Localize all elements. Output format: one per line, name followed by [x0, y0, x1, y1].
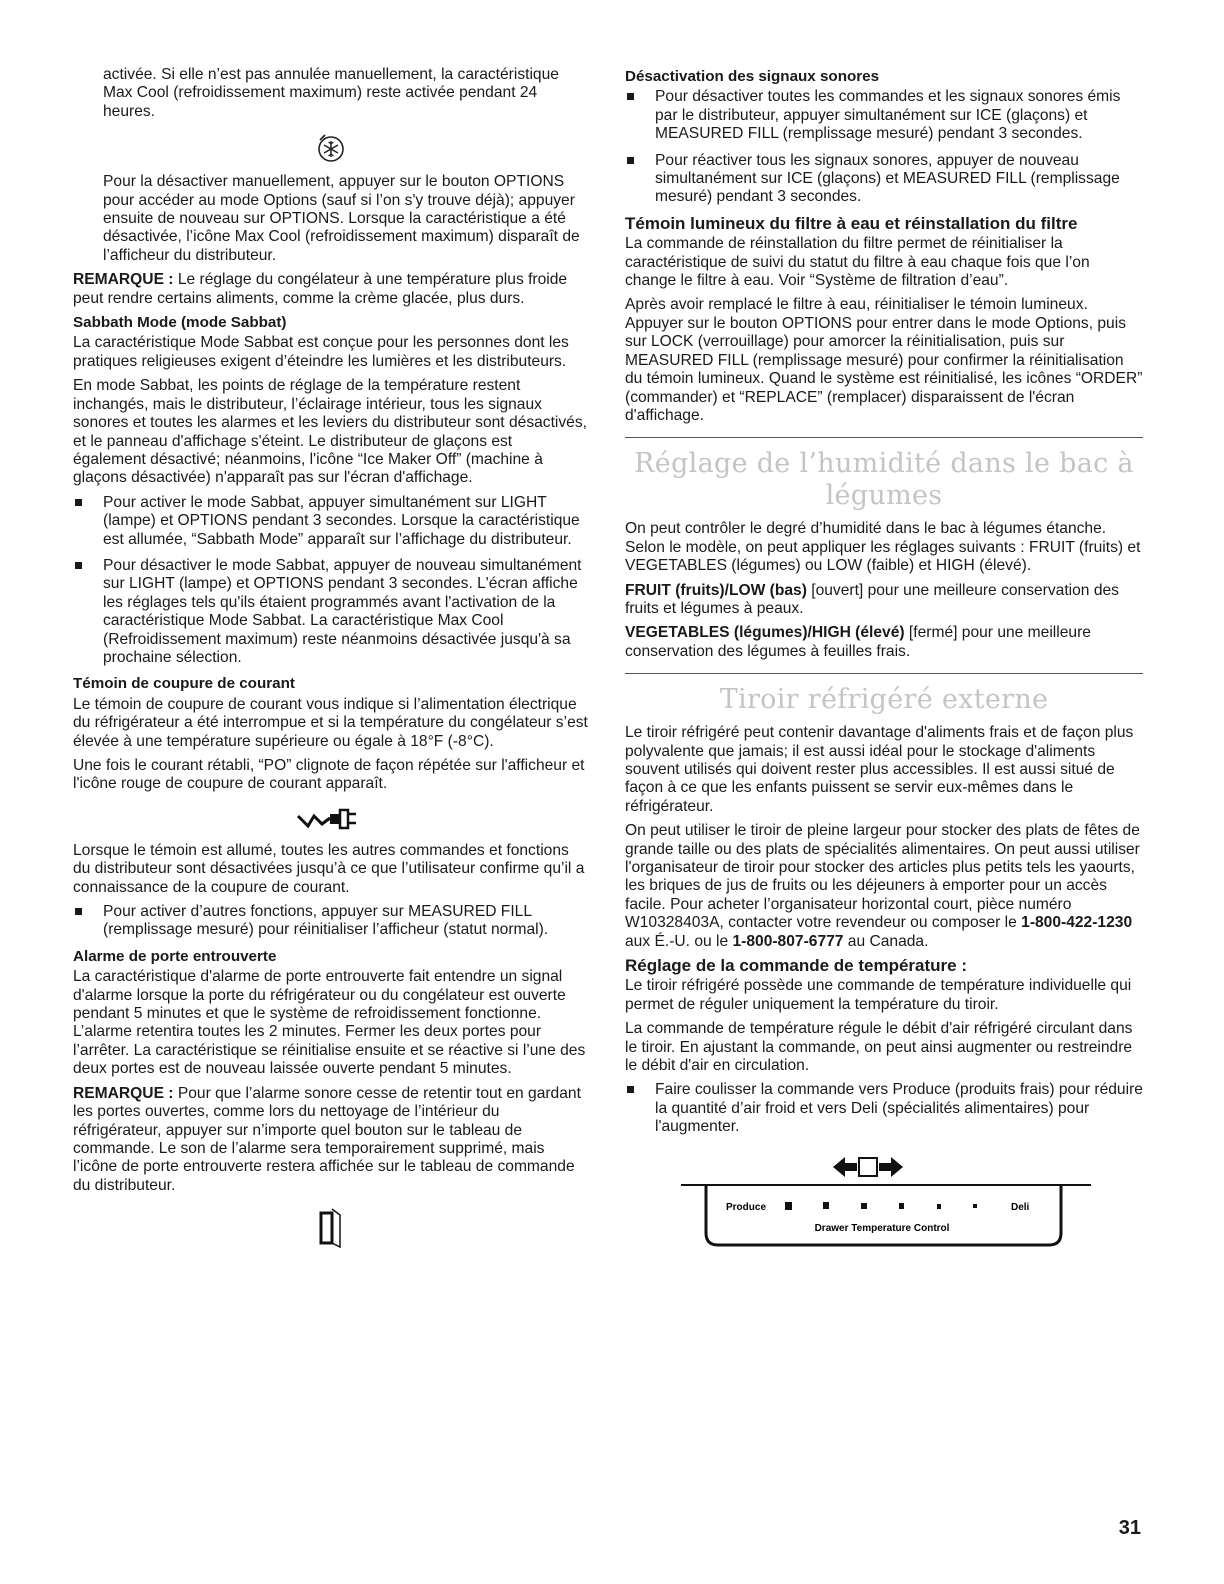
- right-column: [625, 66, 1143, 1260]
- power-outage-heading: Témoin de coupure de courant: [73, 675, 295, 693]
- sound-bullet-list: [625, 88, 1143, 206]
- slide-arrows-icon: [833, 1157, 903, 1177]
- list-item: Pour réactiver tous les signaux sonores, appuyer de nouveau simultanément sur ICE (glaçons) et MEASURED FILL (remplissage mesuré) pendant 3 secondes.: [625, 152, 1143, 207]
- power-bullet-list: [73, 903, 589, 940]
- door-ajar-icon: [316, 1205, 346, 1249]
- phone-us: 1-800-422-1230: [1021, 914, 1133, 932]
- drawer-text-c: au Canada.: [843, 932, 929, 950]
- drawer-text-a: On peut utiliser le tiroir de pleine largeur pour stocker des plats de fêtes de grande taille ou des plats de spécialités alimentaires. On peut aussi utiliser l'organisateur de tiroir pour stocker des articles plus petits tels les yaourts, les briques de jus de fruits ou les déjeuners à emporter pour un accès facile. Pour acheter l’organisateur horizontal court, pièce numéro W10328403A, contacter votre revendeur ou composer le: [625, 822, 1140, 932]
- power-outage-icon-wrap: [73, 804, 589, 834]
- remarque-label: REMARQUE :: [73, 1084, 174, 1102]
- vegetables-paragraph: [625, 624, 1143, 661]
- drawer-control-svg: [681, 1155, 1091, 1255]
- power-paragraph-3: Lorsque le témoin est allumé, toutes les autres commandes et fonctions du distributeur sont désactivées jusqu’à ce que l’utilisateur confirme qu’il a connaissance de la coupure de courant.: [73, 841, 585, 896]
- vegetables-label: VEGETABLES (légumes)/HIGH (élevé): [625, 624, 905, 642]
- produce-label: Produce: [726, 1201, 767, 1213]
- temp-control-heading: Réglage de la commande de température :: [625, 956, 967, 976]
- left-column: [73, 66, 589, 1257]
- sabbath-heading: Sabbath Mode (mode Sabbat): [73, 314, 287, 332]
- humidity-section-title: Réglage de l’humidité dans le bac à légumes: [634, 448, 1134, 512]
- setting-markers: [785, 1202, 977, 1210]
- sabbath-paragraph-2: En mode Sabbat, les points de réglage de la température restent inchangés, mais le distributeur, l’éclairage intérieur, tous les signaux sonores et toutes les alarmes et les leviers du distributeur sont désactivés, et le panneau d'affichage s'éteint. Le distributeur de glaçons est également désactivé; néanmoins, l'icône “Ice Maker Off” (machine à glaçons désactivée) n'apparaît pas sur l'écran d'affichage.: [73, 377, 587, 487]
- list-item: Pour activer le mode Sabbat, appuyer simultanément sur LIGHT (lampe) et OPTIONS pendant 3 secondes. Lorsque la caractéristique est allumée, “Sabbath Mode” apparaît sur l’affichage du distributeur.: [73, 494, 589, 549]
- list-item: Faire coulisser la commande vers Produce (produits frais) pour réduire la quantité d’air froid et vers Deli (spécialités alimentaires) pour l'augmenter.: [625, 1081, 1143, 1136]
- filter-heading: Témoin lumineux du filtre à eau et réinstallation du filtre: [625, 213, 1078, 233]
- section-divider: [625, 437, 1143, 438]
- remarque-text: Pour que l’alarme sonore cesse de retentir tout en gardant les portes ouvertes, comme lors du nettoyage de l’intérieur du réfrigérateur, appuyer sur n’importe quel bouton sur le tableau de commande. Le son de l’alarme sera temporairement supprimé, mais l’icône de porte entrouverte restera affichée sur le tableau de commande du distributeur.: [73, 1084, 581, 1194]
- filter-paragraph-2: Après avoir remplacé le filtre à eau, réinitialiser le témoin lumineux. Appuyer sur le bouton OPTIONS pour entrer dans le mode Options, puis sur LOCK (verrouillage) pour amorcer la réinitialisation, puis sur MEASURED FILL (remplissage mesuré) pour confirmer la réinitialisation du témoin lumineux. Quand le système est réinitialisé, les icônes “ORDER” (commander) et “REPLACE” (remplacer) disparaissent de l'écran d'affichage.: [625, 296, 1143, 424]
- sabbath-bullet-list: [73, 494, 589, 668]
- door-ajar-icon-wrap: [73, 1205, 589, 1249]
- vegetables-text: [fermé] pour une meilleure conservation des légumes à feuilles frais.: [625, 624, 1091, 660]
- remarque-paragraph-2: [73, 1085, 589, 1195]
- door-alarm-heading: Alarme de porte entrouverte: [73, 947, 277, 965]
- max-cool-icon: [314, 131, 348, 165]
- fruit-paragraph: [625, 582, 1143, 619]
- filter-paragraph-1: La commande de réinstallation du filtre permet de réinitialiser la caractéristique de suivi du statut du filtre à eau chaque fois que l’on change le filtre à eau. Voir “Système de filtration d’eau”.: [625, 235, 1090, 290]
- temp-paragraph-2: La commande de température régule le débit d'air réfrigéré circulant dans le tiroir. En ajustant la commande, on peut ainsi augmenter ou restreindre le débit d'air en circulation.: [625, 1020, 1133, 1075]
- humidity-paragraph-1: On peut contrôler le degré d’humidité dans le bac à légumes étanche. Selon le modèle, on peut appliquer les réglages suivants : FRUIT (fruits) et VEGETABLES (légumes) ou LOW (faible) et HIGH (élevé).: [625, 520, 1141, 575]
- power-paragraph-2: Une fois le courant rétabli, “PO” clignote de façon répétée sur l'afficheur et l'icône rouge de coupure de courant apparaît.: [73, 757, 585, 793]
- drawer-control-caption: Drawer Temperature Control: [814, 1222, 950, 1234]
- list-item: Pour désactiver toutes les commandes et les signaux sonores émis par le distributeur, appuyer simultanément sur ICE (glaçons) et MEASURED FILL (remplissage mesuré) pendant 3 secondes.: [625, 88, 1143, 143]
- power-outage-icon: [294, 804, 368, 834]
- page-number: 31: [1118, 1517, 1141, 1539]
- power-paragraph-1: Le témoin de coupure de courant vous indique si l’alimentation électrique du réfrigérateur a été interrompue et si la température du congélateur s’est élevée à une température supérieure ou égale à 18°F (-8°C).: [73, 695, 588, 750]
- max-cool-icon-wrap: [73, 131, 589, 165]
- deli-label: Deli: [1011, 1201, 1030, 1213]
- fruit-label: FRUIT (fruits)/LOW (bas): [625, 581, 807, 599]
- temp-bullet-list: [625, 1081, 1143, 1136]
- fruit-text: [ouvert] pour une meilleure conservation des fruits et légumes à peaux.: [625, 581, 1119, 617]
- max-cool-deactivate-paragraph: Pour la désactiver manuellement, appuyer sur le bouton OPTIONS pour accéder au mode Options (sauf si l’on s'y trouve déjà); appuyer ensuite de nouveau sur OPTIONS. Lorsque la caractéristique a été désactivée, l’icône Max Cool (refroidissement maximum) disparaît de l’afficheur du distributeur.: [103, 173, 580, 264]
- door-paragraph-1: La caractéristique d'alarme de porte entrouverte fait entendre un signal d'alarme lorsque la porte du réfrigérateur ou du congélateur est ouverte pendant 5 minutes et que le système de refroidissement fonctionne. L’alarme retentira toutes les 2 minutes. Fermer les deux portes pour l’arrêter. La caractéristique se réinitialise ensuite et se réactive si l’une des deux portes est de nouveau laissée ouverte pendant 5 minutes.: [73, 968, 586, 1078]
- list-item: Pour désactiver le mode Sabbat, appuyer de nouveau simultanément sur LIGHT (lampe) et OPTIONS pendant 3 secondes. L'écran affiche les réglages tels qu'ils étaient programmés avant l'activation de la caractéristique Mode Sabbat. La caractéristique Max Cool (Refroidissement maximum) reste néanmoins désactivée jusqu'à sa prochaine sélection.: [73, 557, 589, 667]
- remarque-text: Le réglage du congélateur à une température plus froide peut rendre certains aliments, comme la crème glacée, plus durs.: [73, 271, 568, 307]
- temp-paragraph-1: Le tiroir réfrigéré possède une commande de température individuelle qui permet de réguler uniquement la température du tiroir.: [625, 977, 1132, 1013]
- drawer-section-title: Tiroir réfrigéré externe: [719, 684, 1049, 716]
- list-item: Pour activer d’autres fonctions, appuyer sur MEASURED FILL (remplissage mesuré) pour réinitialiser l’afficheur (statut normal).: [73, 903, 589, 940]
- remarque-paragraph-1: [73, 271, 589, 308]
- section-divider: [625, 673, 1143, 674]
- sound-heading: Désactivation des signaux sonores: [625, 68, 880, 85]
- sabbath-paragraph-1: La caractéristique Mode Sabbat est conçue pour les personnes dont les pratiques religieuses exigent d’éteindre les lumières et les distributeurs.: [73, 334, 569, 370]
- drawer-temperature-control-diagram: [681, 1155, 1091, 1260]
- max-cool-paragraph: activée. Si elle n’est pas annulée manuellement, la caractéristique Max Cool (refroidissement maximum) reste activée pendant 24 heures.: [103, 66, 559, 120]
- remarque-label: REMARQUE :: [73, 271, 174, 289]
- drawer-paragraph-1: Le tiroir réfrigéré peut contenir davantage d'aliments frais et de façon plus polyvalente que jamais; il est aussi idéal pour le stockage d'aliments souvent utilisés qui doivent rester plus accessibles. Il est aussi situé de façon à ce que les enfants puissent se servir eux-mêmes dans le réfrigérateur.: [625, 724, 1134, 815]
- phone-canada: 1-800-807-6777: [732, 932, 844, 950]
- drawer-text-b: aux É.-U. ou le: [625, 932, 733, 950]
- drawer-paragraph-2: [625, 822, 1143, 951]
